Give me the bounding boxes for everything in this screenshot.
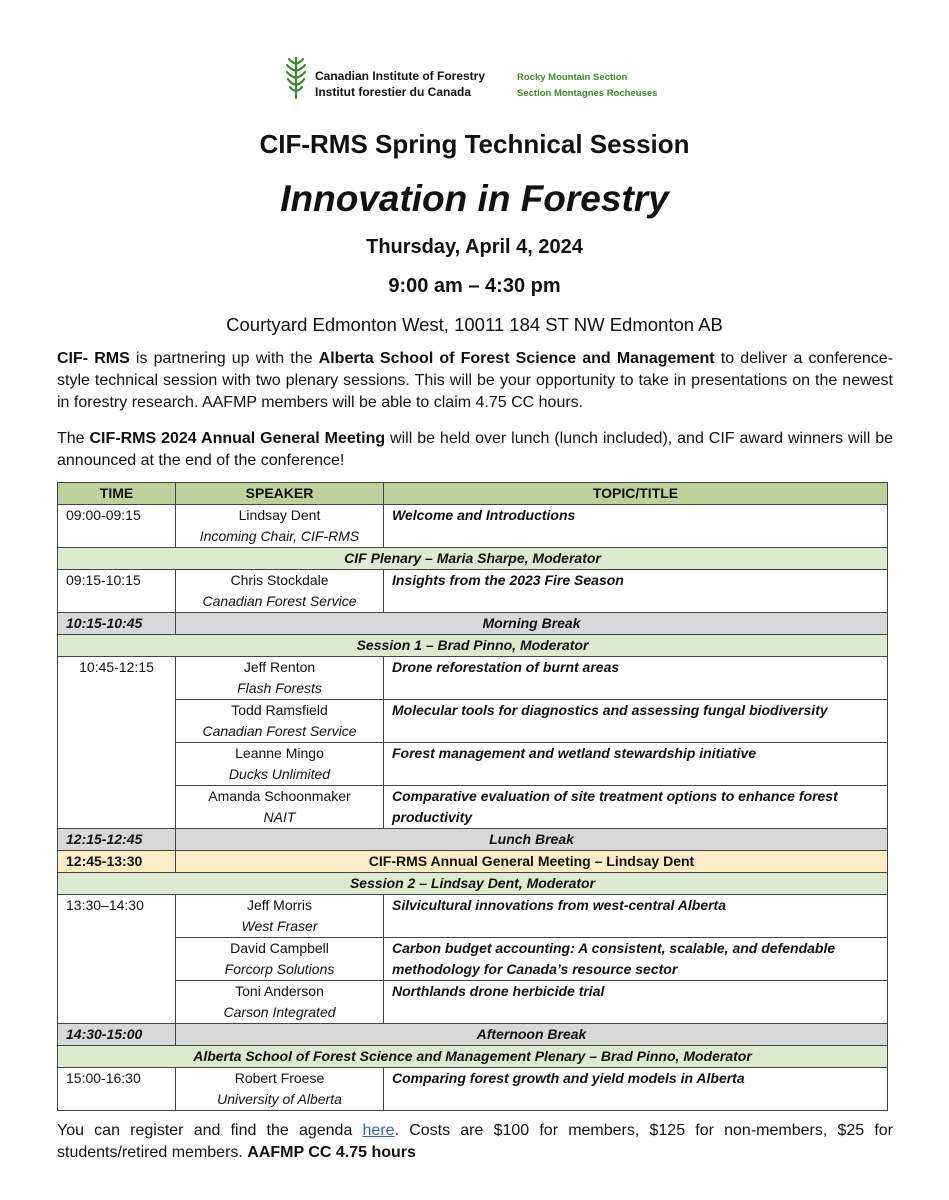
col-header-topic: TOPIC/TITLE <box>384 483 888 505</box>
agm-meeting: CIF-RMS 2024 Annual General Meeting <box>89 430 386 447</box>
speaker-name: Robert Froese <box>234 1070 325 1086</box>
asfsm-plenary-header: Alberta School of Forest Science and Management Plenary – Brad Pinno, Moderator <box>58 1046 888 1068</box>
speaker-name: Todd Ramsfield <box>231 702 328 718</box>
topic-cell: Molecular tools for diagnostics and assessing fungal biodiversity <box>384 700 888 743</box>
table-row <box>58 657 888 700</box>
speaker-name: Jeff Renton <box>243 659 316 675</box>
col-header-time: TIME <box>58 483 176 505</box>
speaker-cell <box>176 700 384 743</box>
speaker-affiliation: Canadian Forest Service <box>202 723 357 739</box>
speaker-cell <box>176 786 384 829</box>
registration-paragraph <box>57 1120 893 1164</box>
cc-hours: AAFMP CC 4.75 hours <box>247 1144 416 1161</box>
time-cell: 13:30–14:30 <box>58 895 176 1024</box>
org-name-fr: Institut forestier du Canada <box>315 85 472 99</box>
time-cell: 15:00-16:30 <box>58 1068 176 1111</box>
intro-paragraph <box>57 348 893 414</box>
agm-text-1: The <box>57 430 90 447</box>
intro-org: CIF- RMS <box>57 350 130 367</box>
topic-cell: Silvicultural innovations from west-central Alberta <box>384 895 888 938</box>
table-row <box>58 700 888 743</box>
agm-time: 12:45-13:30 <box>58 851 176 873</box>
table-row <box>58 786 888 829</box>
event-title: CIF-RMS Spring Technical Session <box>259 129 690 159</box>
speaker-affiliation: Carson Integrated <box>223 1004 336 1020</box>
agm-text-2: will be held over lunch (lunch included), and CIF award winners will be announced at the end of the conference! <box>57 430 893 469</box>
registration-text-1: You can register and find the agenda <box>57 1122 363 1139</box>
speaker-name: Chris Stockdale <box>230 572 329 588</box>
event-location: Courtyard Edmonton West, 10011 184 ST NW Edmonton AB <box>226 314 723 335</box>
event-date: Thursday, April 4, 2024 <box>366 236 583 258</box>
break-time: 10:15-10:45 <box>58 613 176 635</box>
session2-header: Session 2 – Lindsay Dent, Moderator <box>58 873 888 895</box>
tree-logo-icon <box>285 56 307 100</box>
topic-cell: Northlands drone herbicide trial <box>384 981 888 1024</box>
speaker-cell <box>176 938 384 981</box>
speaker-cell <box>176 743 384 786</box>
speaker-cell <box>176 895 384 938</box>
topic-cell: Forest management and wetland stewardship initiative <box>384 743 888 786</box>
speaker-cell <box>176 657 384 700</box>
col-header-speaker: SPEAKER <box>176 483 384 505</box>
break-label: Morning Break <box>176 613 888 635</box>
topic-cell: Insights from the 2023 Fire Season <box>384 570 888 613</box>
speaker-affiliation: NAIT <box>263 809 296 825</box>
speaker-affiliation: Flash Forests <box>237 680 322 696</box>
speaker-cell <box>176 505 384 548</box>
schedule-table <box>57 482 888 1111</box>
speaker-name: Leanne Mingo <box>235 745 324 761</box>
topic-cell: Drone reforestation of burnt areas <box>384 657 888 700</box>
topic-cell: Welcome and Introductions <box>384 505 888 548</box>
break-label: Lunch Break <box>176 829 888 851</box>
break-row <box>58 1024 888 1046</box>
speaker-affiliation: University of Alberta <box>217 1091 342 1107</box>
table-row <box>58 981 888 1024</box>
speaker-cell <box>176 981 384 1024</box>
org-name-en: Canadian Institute of Forestry <box>315 69 486 83</box>
table-row <box>58 938 888 981</box>
section-name-fr: Section Montagnes Rocheuses <box>517 88 658 99</box>
agm-label: CIF-RMS Annual General Meeting – Lindsay Dent <box>176 851 888 873</box>
break-time: 14:30-15:00 <box>58 1024 176 1046</box>
registration-text-2: . Costs are $100 for members, $125 for non-members, $25 for students/retired members. <box>57 1122 893 1161</box>
speaker-affiliation: West Fraser <box>241 918 318 934</box>
session-header-row <box>58 548 888 570</box>
cif-logo <box>285 56 685 100</box>
table-row <box>58 743 888 786</box>
time-cell: 09:00-09:15 <box>58 505 176 548</box>
section-name <box>517 70 657 102</box>
speaker-name: Jeff Morris <box>246 897 313 913</box>
topic-cell: Carbon budget accounting: A consistent, scalable, and defendable methodology for Canada’s resource sector <box>384 938 888 981</box>
agm-paragraph <box>57 428 893 472</box>
speaker-affiliation: Canadian Forest Service <box>202 593 357 609</box>
speaker-affiliation: Ducks Unlimited <box>228 766 331 782</box>
break-label: Afternoon Break <box>176 1024 888 1046</box>
table-row <box>58 505 888 548</box>
cif-plenary-header: CIF Plenary – Maria Sharpe, Moderator <box>58 548 888 570</box>
time-cell: 09:15-10:15 <box>58 570 176 613</box>
topic-cell: Comparative evaluation of site treatment options to enhance forest productivity <box>384 786 888 829</box>
intro-text-1: is partnering up with the <box>129 350 319 367</box>
table-row <box>58 570 888 613</box>
break-time: 12:15-12:45 <box>58 829 176 851</box>
intro-partner: Alberta School of Forest Science and Management <box>318 350 715 367</box>
speaker-cell <box>176 1068 384 1111</box>
speaker-affiliation: Incoming Chair, CIF-RMS <box>199 528 360 544</box>
time-cell: 10:45-12:15 <box>58 657 176 829</box>
table-row <box>58 1068 888 1111</box>
event-time: 9:00 am – 4:30 pm <box>388 275 561 297</box>
speaker-name: Lindsay Dent <box>238 507 321 523</box>
table-header-row <box>58 483 888 505</box>
org-name <box>315 68 485 100</box>
session-header-row <box>58 635 888 657</box>
speaker-name: David Campbell <box>230 940 329 956</box>
session-header-row <box>58 1046 888 1068</box>
topic-cell: Comparing forest growth and yield models in Alberta <box>384 1068 888 1111</box>
agm-row <box>58 851 888 873</box>
session1-header: Session 1 – Brad Pinno, Moderator <box>58 635 888 657</box>
speaker-affiliation: Forcorp Solutions <box>224 961 335 977</box>
break-row <box>58 613 888 635</box>
register-link[interactable]: here <box>362 1122 395 1139</box>
speaker-name: Amanda Schoonmaker <box>208 788 351 804</box>
intro-text-2: to deliver a conference-style technical session with two plenary sessions. This will be your opportunity to take in presentations on the newest in forestry research. AAFMP members will be able to claim 4.75 CC hours. <box>57 350 894 411</box>
event-subtitle: Innovation in Forestry <box>280 178 669 219</box>
break-row <box>58 829 888 851</box>
session-header-row <box>58 873 888 895</box>
section-name-en: Rocky Mountain Section <box>517 72 628 83</box>
speaker-name: Toni Anderson <box>235 983 324 999</box>
speaker-cell <box>176 570 384 613</box>
table-row <box>58 895 888 938</box>
